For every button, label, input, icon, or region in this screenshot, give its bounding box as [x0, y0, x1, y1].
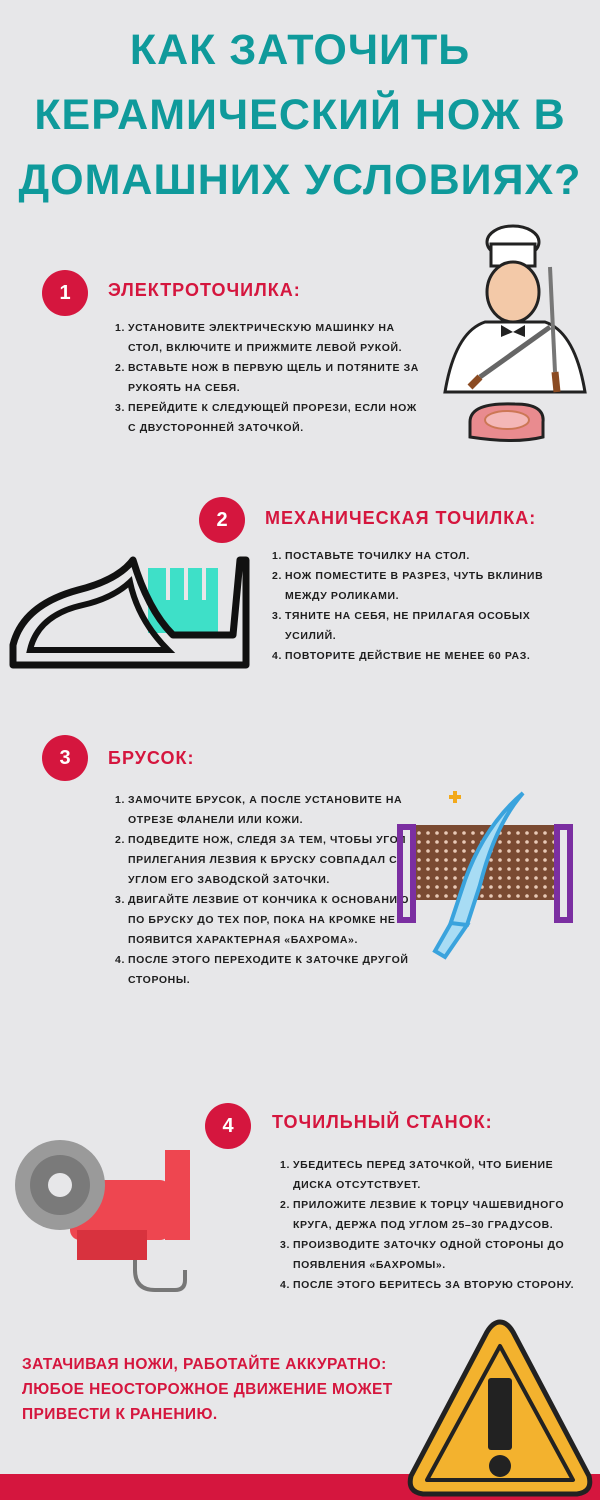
- stone-grain-dot: [489, 867, 493, 871]
- step-text: ПОДВЕДИТЕ НОЖ, СЛЕДЯ ЗА ТЕМ, ЧТОБЫ УГОЛ ПРИЛЕГАНИЯ ЛЕЗВИЯ К БРУСКУ СОВПАДАЛ С УГЛОМ ЕГО ЗАВОДСКОЙ ЗАТОЧКИ.: [128, 834, 407, 886]
- stone-grain-dot: [525, 876, 529, 880]
- stone-grain-dot: [444, 885, 448, 889]
- stone-grain-dot: [534, 885, 538, 889]
- stone-grain-dot: [534, 849, 538, 853]
- steps-list: [280, 1155, 580, 1295]
- stone-grain-dot: [453, 849, 457, 853]
- stone-grain-dot: [507, 885, 511, 889]
- stone-grain-dot: [525, 894, 529, 898]
- stone-grain-dot: [444, 858, 448, 862]
- stone-grain-dot: [543, 858, 547, 862]
- stone-grain-dot: [471, 831, 475, 835]
- stone-grain-dot: [498, 849, 502, 853]
- step-text: ПОСЛЕ ЭТОГО БЕРИТЕСЬ ЗА ВТОРУЮ СТОРОНУ.: [293, 1279, 575, 1291]
- stone-grain-dot: [534, 867, 538, 871]
- step-item: [115, 398, 420, 438]
- stone-grain-dot: [543, 849, 547, 853]
- whetstone-illustration: [395, 785, 580, 965]
- stone-grain-dot: [489, 876, 493, 880]
- step-number: 4.: [115, 954, 125, 966]
- stone-grain-dot: [516, 849, 520, 853]
- stone-grain-dot: [462, 867, 466, 871]
- section-heading: ТОЧИЛЬНЫЙ СТАНОК:: [272, 1112, 493, 1132]
- stone-grain-dot: [480, 894, 484, 898]
- section-heading: БРУСОК:: [108, 748, 195, 768]
- step-number-badge: 1: [42, 270, 88, 316]
- stone-grain-dot: [534, 858, 538, 862]
- step-item: [272, 606, 562, 646]
- stone-grain-dot: [453, 885, 457, 889]
- step-text: ДВИГАЙТЕ ЛЕЗВИЕ ОТ КОНЧИКА К ОСНОВАНИЮ ПО БРУСКУ ДО ТЕХ ПОР, ПОКА НА КРОМКЕ НЕ ПОЯВИТСЯ ХАРАКТЕРНАЯ «БАХРОМА».: [128, 894, 410, 946]
- stone-grain-dot: [507, 867, 511, 871]
- stone-grain-dot: [444, 849, 448, 853]
- stone-grain-dot: [543, 867, 547, 871]
- stone-grain-dot: [426, 885, 430, 889]
- step-number: 2.: [280, 1199, 290, 1211]
- step-item: [280, 1155, 580, 1195]
- step-item: [272, 646, 562, 666]
- stone-grain-dot: [498, 840, 502, 844]
- stone-grain-dot: [498, 858, 502, 862]
- stone-grain-dot: [444, 876, 448, 880]
- stone-grain-dot: [426, 894, 430, 898]
- stone-grain-dot: [507, 876, 511, 880]
- step-item: [272, 546, 562, 566]
- step-text: ПРОИЗВОДИТЕ ЗАТОЧКУ ОДНОЙ СТОРОНЫ ДО ПОЯВЛЕНИЯ «БАХРОМЫ».: [293, 1239, 565, 1271]
- safety-warning: ЗАТАЧИВАЯ НОЖИ, РАБОТАЙТЕ АККУРАТНО: ЛЮБОЕ НЕОСТОРОЖНОЕ ДВИЖЕНИЕ МОЖЕТ ПРИВЕСТИ К РАНЕНИЮ.: [22, 1356, 393, 1423]
- chef-illustration: [425, 222, 595, 452]
- steps-list: [115, 318, 420, 438]
- stone-grain-dot: [516, 867, 520, 871]
- page-title: [0, 18, 600, 213]
- stone-grain-dot: [534, 831, 538, 835]
- step-number: 2.: [115, 362, 125, 374]
- stone-grain-dot: [426, 840, 430, 844]
- stone-grain-dot: [435, 849, 439, 853]
- stone-grain-dot: [453, 831, 457, 835]
- step-text: ТЯНИТЕ НА СЕБЯ, НЕ ПРИЛАГАЯ ОСОБЫХ УСИЛИЙ.: [285, 610, 531, 642]
- stone-grain-dot: [417, 885, 421, 889]
- stone-grain-dot: [498, 876, 502, 880]
- stone-grain-dot: [462, 831, 466, 835]
- stone-grain-dot: [498, 885, 502, 889]
- step-item: [115, 318, 420, 358]
- stone-grain-dot: [462, 840, 466, 844]
- step-text: УСТАНОВИТЕ ЭЛЕКТРИЧЕСКУЮ МАШИНКУ НА СТОЛ, ВКЛЮЧИТЕ И ПРИЖМИТЕ ЛЕВОЙ РУКОЙ.: [128, 322, 403, 354]
- step-text: УБЕДИТЕСЬ ПЕРЕД ЗАТОЧКОЙ, ЧТО БИЕНИЕ ДИСКА ОТСУТСТВУЕТ.: [293, 1159, 554, 1191]
- step-item: [272, 566, 562, 606]
- step-item: [115, 890, 420, 950]
- step-number: 1.: [272, 550, 282, 562]
- stone-grain-dot: [525, 831, 529, 835]
- step-number: 2.: [272, 570, 282, 582]
- stone-grain-dot: [435, 876, 439, 880]
- stone-grain-dot: [525, 858, 529, 862]
- stone-grain-dot: [453, 858, 457, 862]
- step-text: ПОВТОРИТЕ ДЕЙСТВИЕ НЕ МЕНЕЕ 60 РАЗ.: [285, 650, 531, 662]
- stone-grain-dot: [516, 876, 520, 880]
- warning-triangle-icon: [405, 1316, 595, 1500]
- step-item: [280, 1235, 580, 1275]
- stone-grain-dot: [507, 858, 511, 862]
- stone-grain-dot: [534, 840, 538, 844]
- stone-grain-dot: [417, 831, 421, 835]
- stone-grain-dot: [462, 849, 466, 853]
- stone-grain-dot: [444, 831, 448, 835]
- step-item: [280, 1275, 580, 1295]
- mechanical-sharpener-illustration: [8, 550, 253, 675]
- title-line: ДОМАШНИХ УСЛОВИЯХ?: [18, 156, 582, 204]
- title-line: КЕРАМИЧЕСКИЙ НОЖ В: [34, 91, 566, 139]
- stone-grain-dot: [525, 849, 529, 853]
- stone-grain-dot: [543, 876, 547, 880]
- stone-grain-dot: [471, 849, 475, 853]
- steps-list: [272, 546, 562, 666]
- stone-grain-dot: [435, 858, 439, 862]
- stone-grain-dot: [435, 867, 439, 871]
- step-number: 1.: [280, 1159, 290, 1171]
- stone-grain-dot: [525, 867, 529, 871]
- stone-grain-dot: [507, 840, 511, 844]
- stone-grain-dot: [444, 894, 448, 898]
- step-text: ВСТАВЬТЕ НОЖ В ПЕРВУЮ ЩЕЛЬ И ПОТЯНИТЕ ЗА РУКОЯТЬ НА СЕБЯ.: [128, 362, 419, 394]
- stone-grain-dot: [489, 894, 493, 898]
- step-item: [280, 1195, 580, 1235]
- stone-grain-dot: [534, 876, 538, 880]
- stone-grain-dot: [417, 849, 421, 853]
- stone-grain-dot: [453, 876, 457, 880]
- step-number-badge: 4: [205, 1103, 251, 1149]
- stone-grain-dot: [534, 894, 538, 898]
- stone-grain-dot: [453, 867, 457, 871]
- step-text: ПЕРЕЙДИТЕ К СЛЕДУЮЩЕЙ ПРОРЕЗИ, ЕСЛИ НОЖ С ДВУСТОРОННЕЙ ЗАТОЧКОЙ.: [128, 402, 417, 434]
- stone-grain-dot: [444, 867, 448, 871]
- stone-grain-dot: [525, 885, 529, 889]
- step-text: НОЖ ПОМЕСТИТЕ В РАЗРЕЗ, ЧУТЬ ВКЛИНИВ МЕЖДУ РОЛИКАМИ.: [285, 570, 544, 602]
- step-number: 2.: [115, 834, 125, 846]
- stone-grain-dot: [426, 849, 430, 853]
- stone-grain-dot: [516, 840, 520, 844]
- stone-grain-dot: [498, 894, 502, 898]
- stone-grain-dot: [471, 840, 475, 844]
- step-number: 1.: [115, 322, 125, 334]
- section-heading: МЕХАНИЧЕСКАЯ ТОЧИЛКА:: [265, 508, 537, 528]
- step-item: [115, 830, 420, 890]
- stone-grain-dot: [435, 894, 439, 898]
- stone-grain-dot: [453, 840, 457, 844]
- stone-grain-dot: [426, 867, 430, 871]
- stone-grain-dot: [525, 840, 529, 844]
- stone-grain-dot: [507, 849, 511, 853]
- stone-grain-dot: [417, 876, 421, 880]
- stone-grain-dot: [516, 831, 520, 835]
- step-number-badge: 3: [42, 735, 88, 781]
- step-text: ПОСЛЕ ЭТОГО ПЕРЕХОДИТЕ К ЗАТОЧКЕ ДРУГОЙ СТОРОНЫ.: [128, 954, 409, 986]
- stone-grain-dot: [498, 867, 502, 871]
- stone-grain-dot: [543, 840, 547, 844]
- stone-grain-dot: [417, 840, 421, 844]
- step-item: [115, 358, 420, 398]
- step-number: 4.: [280, 1279, 290, 1291]
- stone-grain-dot: [417, 867, 421, 871]
- step-number: 4.: [272, 650, 282, 662]
- step-number: 3.: [272, 610, 282, 622]
- step-text: ПОСТАВЬТЕ ТОЧИЛКУ НА СТОЛ.: [285, 550, 470, 562]
- stone-grain-dot: [507, 831, 511, 835]
- steps-list: [115, 790, 420, 990]
- stone-grain-dot: [516, 894, 520, 898]
- stone-grain-dot: [543, 885, 547, 889]
- stone-grain-dot: [516, 885, 520, 889]
- stone-grain-dot: [426, 858, 430, 862]
- stone-grain-dot: [426, 876, 430, 880]
- step-item: [115, 950, 420, 990]
- step-number: 3.: [115, 402, 125, 414]
- section-heading: ЭЛЕКТРОТОЧИЛКА:: [108, 280, 301, 300]
- stone-grain-dot: [453, 894, 457, 898]
- step-number-badge: 2: [199, 497, 245, 543]
- stone-grain-dot: [543, 831, 547, 835]
- step-number: 3.: [280, 1239, 290, 1251]
- step-number: 3.: [115, 894, 125, 906]
- bench-grinder-illustration: [15, 1130, 195, 1300]
- stone-grain-dot: [444, 840, 448, 844]
- step-text: ЗАМОЧИТЕ БРУСОК, А ПОСЛЕ УСТАНОВИТЕ НА ОТРЕЗЕ ФЛАНЕЛИ ИЛИ КОЖИ.: [128, 794, 403, 826]
- stone-grain-dot: [435, 831, 439, 835]
- step-item: [115, 790, 420, 830]
- step-number: 1.: [115, 794, 125, 806]
- stone-grain-dot: [426, 831, 430, 835]
- stone-grain-dot: [507, 894, 511, 898]
- stone-grain-dot: [435, 840, 439, 844]
- stone-grain-dot: [435, 885, 439, 889]
- stone-grain-dot: [489, 885, 493, 889]
- stone-grain-dot: [543, 894, 547, 898]
- stone-grain-dot: [462, 858, 466, 862]
- step-text: ПРИЛОЖИТЕ ЛЕЗВИЕ К ТОРЦУ ЧАШЕВИДНОГО КРУГА, ДЕРЖА ПОД УГЛОМ 25–30 ГРАДУСОВ.: [293, 1199, 565, 1231]
- stone-grain-dot: [516, 858, 520, 862]
- stone-grain-dot: [480, 831, 484, 835]
- stone-grain-dot: [417, 894, 421, 898]
- title-line: КАК ЗАТОЧИТЬ: [129, 26, 471, 74]
- stone-grain-dot: [417, 858, 421, 862]
